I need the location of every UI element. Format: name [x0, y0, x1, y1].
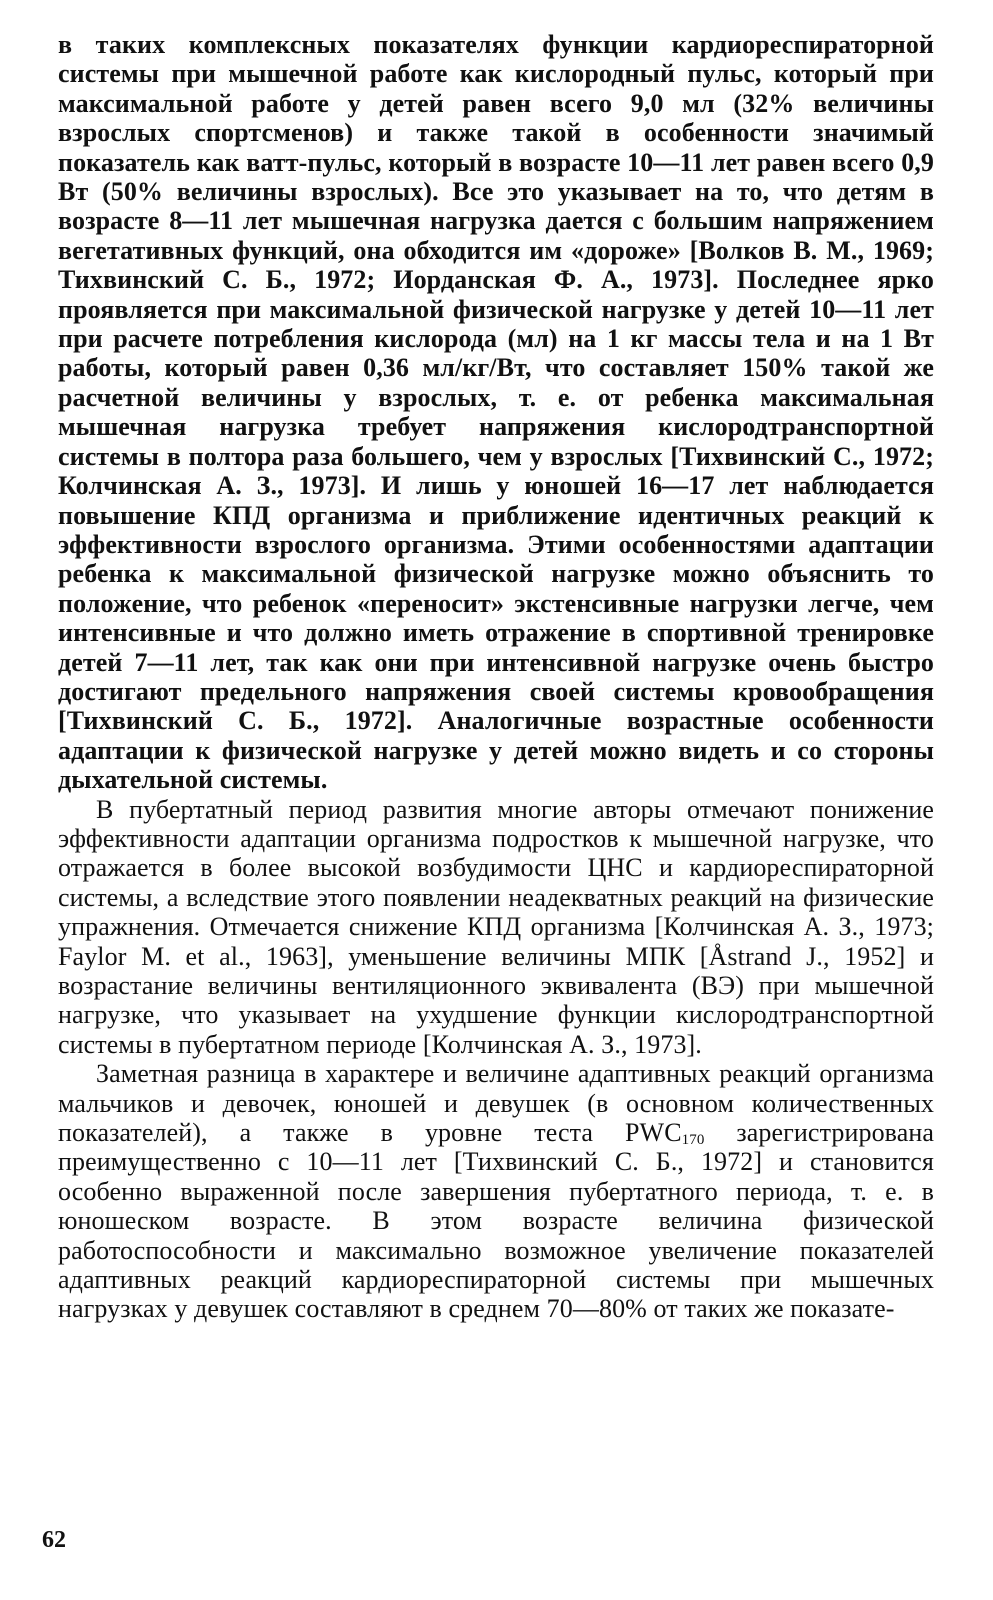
paragraph-3-text-before: Заметная разница в характере и величине адаптивных реакций организма мальчиков и девочек, юношей и девушек (в основном количественных показателей), а также в уровне теста PWC [58, 1059, 934, 1148]
paragraph-3-subscript: 170 [681, 1132, 705, 1149]
paragraph-3 [58, 1059, 934, 1324]
page-number: 62 [42, 1527, 66, 1553]
paragraph-3-text-after: зарегистрирована преимущественно с 10—11 лет [Тихвинский С. Б., 1972] и становится особенно выраженной после завершения пубертатного периода, т. е. в юношеском возрасте. В этом возрасте величина физической работоспособности и максимально возможное увеличение показателей адаптивных реакций кардиореспираторной системы при мышечных нагрузках у девушек составляют в среднем 70—80% от таких же показате- [58, 1118, 934, 1324]
page-body [58, 30, 934, 1324]
paragraph-1: в таких комплексных показателях функции кардиореспираторной системы при мышечной работе как кислородный пульс, который при максимальной работе у детей равен всего 9,0 мл (32% величины взрослых спортсменов) и также такой в особенности значимый показатель как ватт-пульс, который в возрасте 10—11 лет равен всего 0,9 Вт (50% величины взрослых). Все это указывает на то, что детям в возрасте 8—11 лет мышечная нагрузка дается с большим напряжением вегетативных функций, она обходится им «дороже» [Волков В. М., 1969; Тихвинский С. Б., 1972; Иорданская Ф. А., 1973]. Последнее ярко проявляется при максимальной физической нагрузке у детей 10—11 лет при расчете потребления кислорода (мл) на 1 кг массы тела и на 1 Вт работы, который равен 0,36 мл/кг/Вт, что составляет 150% такой же расчетной величины у взрослых, т. е. от ребенка максимальная мышечная нагрузка требует напряжения кислородтранспортной системы в полтора раза большего, чем у взрослых [Тихвинский С., 1972; Колчинская А. З., 1973]. И лишь у юношей 16—17 лет наблюдается повышение КПД организма и приближение идентичных реакций к эффективности взрослого организма. Этими особенностями адаптации ребенка к максимальной физической нагрузке можно объяснить то положение, что ребенок «переносит» экстенсивные нагрузки легче, чем интенсивные и что должно иметь отражение в спортивной тренировке детей 7—11 лет, так как они при интенсивной нагрузке очень быстро достигают предельного напряжения своей системы кровообращения [Тихвинский С. Б., 1972]. Аналогичные возрастные особенности адаптации к физической нагрузке у детей можно видеть и со стороны дыхательной системы. [58, 30, 934, 795]
paragraph-2: В пубертатный период развития многие авторы отмечают понижение эффективности адаптации организма подростков к мышечной нагрузке, что отражается в более высокой возбудимости ЦНС и кардиореспираторной системы, а вследствие этого появлении неадекватных реакций на физические упражнения. Отмечается снижение КПД организма [Колчинская А. З., 1973; Faylor M. et al., 1963], уменьшение величины МПК [Åstrand J., 1952] и возрастание величины вентиляционного эквивалента (ВЭ) при мышечной нагрузке, что указывает на ухудшение функции кислородтранспортной системы в пубертатном периоде [Колчинская А. З., 1973]. [58, 794, 934, 1059]
